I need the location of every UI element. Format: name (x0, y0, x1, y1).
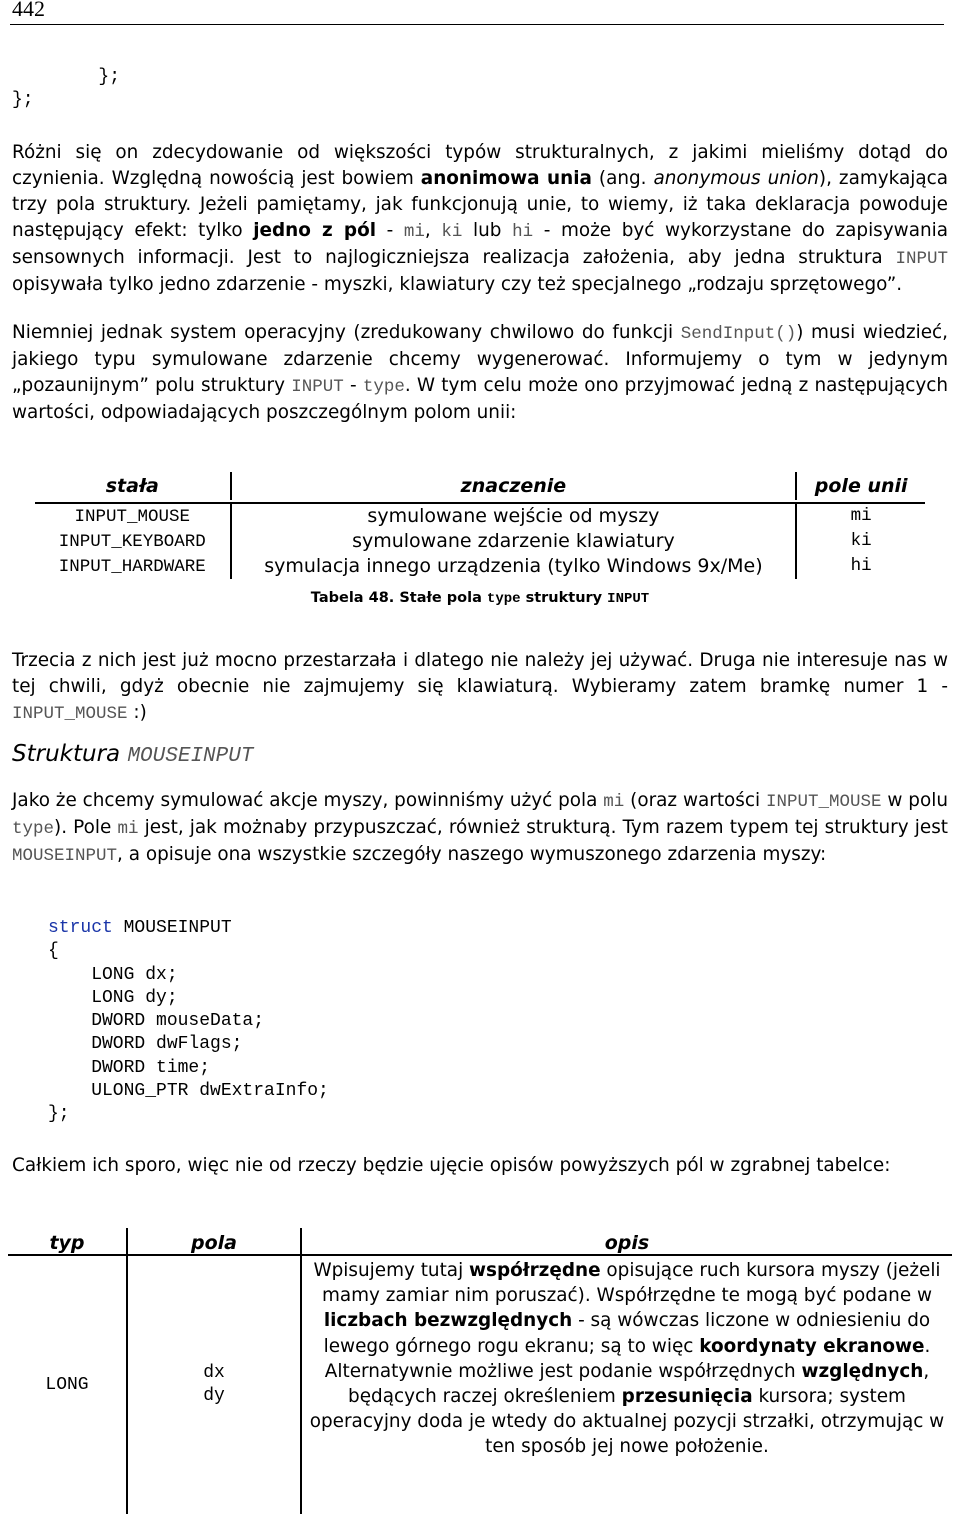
code-struct-mouseinput (48, 917, 329, 1127)
paragraph-mouseinput: Jako że chcemy symulować akcje myszy, powinniśmy użyć pola mi (oraz wartości INPUT_MOUSE w polu type). Pole mi jest, jak możnaby przypuszczać, również strukturą. Tym razem typem tej struktury jest MOUSEINPUT, a opisuje ona wszystkie szczegóły naszego wymuszonego zdarzenia myszy: (12, 790, 948, 866)
paragraph-anonymous-union: Różni się on zdecydowanie od większości typów strukturalnych, z jakimi mieliśmy dotąd do czynienia. Względną nowością jest bowiem anonimowa unia (ang. anonymous union), zamykająca trzy pola struktury. Jeżeli pamiętamy, jak funkcjonują unie, to wiemy, iż taka deklaracja powoduje następujący efekt: tylko jedno z pól - mi, ki lub hi - może być wykorzystane do zapisywania sensownych informacji. Jest to najlogiczniejsza realizacja założenia, aby jedna struktura INPUT opisywała tylko jedno zdarzenie - myszki, klawiatury czy też specjalnego „rodzaju sprzętowego”. (12, 142, 948, 295)
table-row (35, 529, 925, 554)
column-header: opis (300, 1228, 952, 1254)
code-line: DWORD time; (48, 1057, 211, 1078)
code-line: }; (98, 67, 121, 87)
table-cell: symulowane zdarzenie klawiatury (230, 529, 796, 554)
table-cell-fields (126, 1256, 300, 1514)
code-line: ULONG_PTR dwExtraInfo; (48, 1081, 329, 1102)
field-name: dy (203, 1386, 225, 1406)
field-name: dx (203, 1363, 225, 1383)
code-line: { (48, 941, 59, 962)
table-row (8, 1256, 952, 1514)
table-row (35, 504, 925, 529)
header-rule (10, 24, 944, 25)
paragraph-type-field: Niemniej jednak system operacyjny (zredukowany chwilowo do funkcji SendInput()) musi wiedzieć, jakiego typu symulowane zdarzenie chcemy wygenerować. Informujemy o tym w jedynym „pozaunijnym” polu struktury INPUT - type. W tym celu może ono przyjmować jedną z następujących wartości, odpowiadających poszczególnym polom unii: (12, 322, 948, 423)
table-cell: INPUT_KEYBOARD (58, 531, 206, 552)
table-cell: symulowane wejście od myszy (230, 504, 796, 529)
code-struct-name: MOUSEINPUT (112, 918, 232, 938)
column-header: pola (126, 1228, 300, 1254)
table-cell: symulacja innego urządzenia (tylko Windows 9x/Me) (230, 554, 796, 579)
table-header-row (35, 470, 925, 504)
code-line: DWORD mouseData; (48, 1011, 265, 1032)
paragraph-third-option: Trzecia z nich jest już mocno przestarzała i dlatego nie należy jej używać. Druga nie interesuje nas w tej chwili, gdyż obecnie nie zajmujemy się klawiaturą. Wybieramy zatem bramkę numer 1 - INPUT_MOUSE :) (12, 650, 948, 724)
table-cell: mi (795, 504, 925, 529)
table-cell-type: LONG (45, 1374, 89, 1395)
column-header: stała (105, 475, 159, 497)
table-cell: INPUT_HARDWARE (58, 556, 206, 577)
code-keyword: struct (48, 918, 113, 938)
column-header: pole unii (795, 472, 925, 500)
column-header: znaczenie (230, 472, 796, 500)
paragraph-table-intro: Całkiem ich sporo, więc nie od rzeczy będzie ujęcie opisów powyższych pól w zgrabnej tabelce: (12, 1155, 891, 1176)
table-cell: INPUT_MOUSE (74, 506, 191, 527)
column-header: typ (49, 1232, 85, 1254)
mouseinput-fields-table (8, 1228, 952, 1514)
code-closing-braces (12, 66, 120, 113)
section-heading: Struktura MOUSEINPUT (12, 741, 254, 768)
page-number: 442 (12, 0, 45, 21)
table-cell: ki (795, 529, 925, 554)
table-header-row (8, 1228, 952, 1256)
code-line: }; (12, 90, 34, 111)
table-caption: Tabela 48. Stałe pola type struktury INPUT (310, 590, 650, 607)
input-type-table (35, 470, 925, 579)
code-line: LONG dx; (48, 964, 178, 985)
code-line: }; (48, 1104, 70, 1125)
code-line: LONG dy; (48, 987, 178, 1008)
table-cell: hi (795, 554, 925, 579)
table-row (35, 554, 925, 579)
table-cell-description: Wpisujemy tutaj współrzędne opisujące ruch kursora myszy (jeżeli mamy zamiar nim poruszać). Współrzędne te mogą być podane w liczbach bezwzględnych - są wówczas liczone w odniesieniu do lewego górnego rogu ekranu; są to więc koordynaty ekranowe. Alternatywnie możliwe jest podanie współrzędnych względnych, będących raczej określeniem przesunięcia kursora; system operacyjny doda je wtedy do aktualnej pozycji strzałki, otrzymując w ten sposób jej nowe położenie. (300, 1256, 952, 1514)
code-line: DWORD dwFlags; (48, 1034, 243, 1055)
